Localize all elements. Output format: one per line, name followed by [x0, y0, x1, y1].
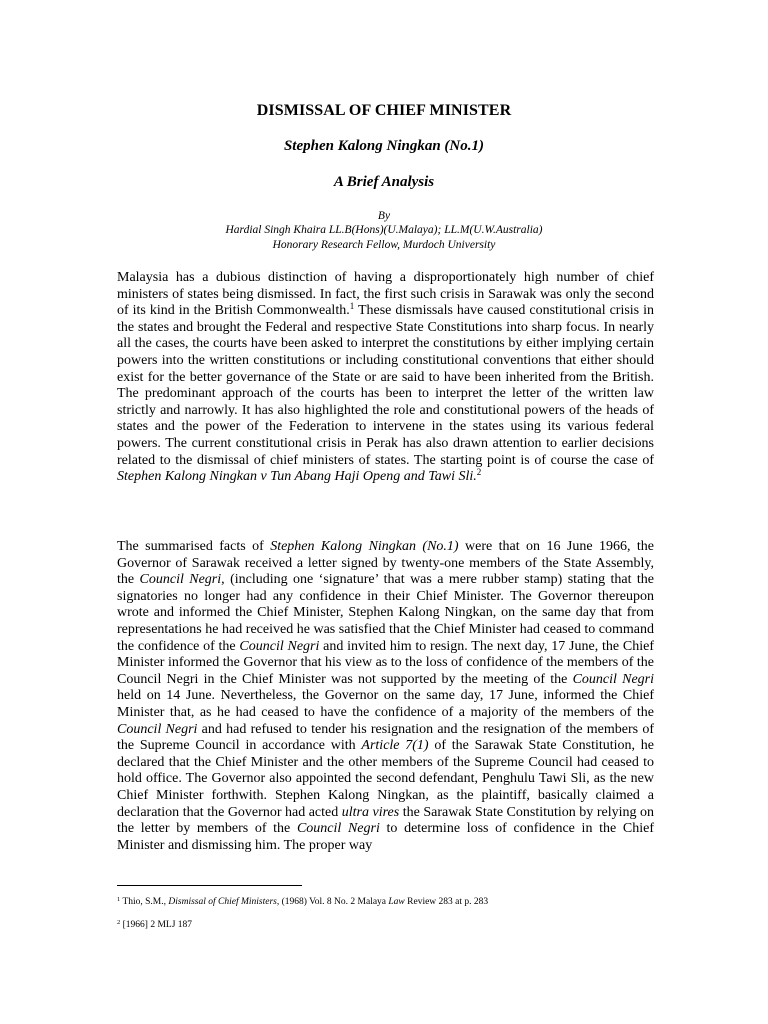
paragraph-text: and had refused to tender his resignation and the resignation of the members of the Supreme Council in accordance with — [117, 721, 654, 754]
analysis-subheading: A Brief Analysis — [333, 174, 435, 190]
paragraph-facts — [117, 539, 654, 854]
paragraph-text: The summarised facts of — [117, 539, 271, 554]
footnote-italic-word: Law — [388, 897, 405, 907]
ultra-vires-term: ultra vires — [341, 804, 400, 820]
article-reference: Article 7(1) — [361, 738, 429, 754]
footnote-ref-2: 2 — [476, 467, 482, 478]
footnote-title: Dismissal of Chief Ministers — [168, 897, 277, 907]
paragraph-text: and invited him to resign. The next day, 17 June, the Chief Minister informed the Governor that his view as to the loss of confidence of the members of the Council Negri in the Chief Minister was not supported by the meeting of the — [117, 638, 654, 687]
paragraph-text: of the Sarawak State Constitution, he declared that the Chief Minister and the other members of the Supreme Council had ceased to hold office. The Governor also appointed the second defendant, Penghulu Tawi Sli, as the new Chief Minister forthwith. Stephen Kalong Ningkan, as the plaintiff, basically claimed a declaration that the Governor had acted — [117, 738, 654, 820]
footnote-2 — [117, 919, 654, 931]
paragraph-text: were that on 16 June 1966, the Governor of Sarawak received a letter signed by twenty-one members of the State Assembly, the — [117, 539, 654, 588]
paragraph-text: to determine loss of confidence in the Chief Minister and dismissing him. The proper way — [117, 821, 654, 853]
footnote-marker: 2 — [117, 919, 121, 926]
paragraph-text: Malaysia has a dubious distinction of having a disproportionately high number of chief ministers of states being dismissed. In fact, the first such crisis in Sarawak was only the second of its kind in the British Commonwealth. — [117, 270, 654, 319]
council-negri-term: Council Negri — [139, 572, 222, 588]
footnote-text: Review 283 at p. 283 — [404, 897, 489, 907]
footnote-text: [1966] 2 MLJ 187 — [120, 920, 193, 930]
paragraph-intro — [117, 270, 654, 486]
footnote-1 — [117, 896, 654, 908]
case-citation: Stephen Kalong Ningkan v Tun Abang Haji Openg and Tawi Sli. — [117, 469, 477, 485]
author-name: Hardial Singh Khaira LL.B(Hons)(U.Malaya); LL.M(U.W.Australia) — [225, 224, 543, 236]
byline-by: By — [377, 210, 391, 222]
footnote-divider — [117, 885, 302, 886]
case-name: Stephen Kalong Ningkan (No.1) — [270, 539, 459, 554]
council-negri-term: Council Negri — [239, 638, 320, 654]
document-title: DISMISSAL OF CHIEF MINISTER — [256, 102, 512, 119]
footnote-marker: 1 — [117, 896, 121, 903]
author-affiliation: Honorary Research Fellow, Murdoch University — [272, 239, 496, 251]
footnote-ref-1: 1 — [349, 301, 355, 312]
paragraph-text: held on 14 June. Nevertheless, the Governor on the same day, 17 June, informed the Chief Minister that, as he had ceased to have the confidence of a majority of the members of the — [117, 688, 654, 720]
paragraph-text: These dismissals have caused constitutional crisis in the states and brought the Federal and respective State Constitutions into sharp focus. In nearly all the cases, the courts have been asked to interpret the constitutions by either implying certain powers into the written constitutions or including constitutional conventions that either should exist for the better governance of the State or are said to have been inherited from the British. The predominant approach of the courts has been to interpret the letter of the written law strictly and narrowly. It has also highlighted the role and constitutional powers of the heads of states and the power of the Federation to intervene in the states using its various federal powers. The current constitutional crisis in Perak has also drawn attention to earlier decisions related to the dismissal of chief ministers of states. The starting point is of course the case of — [117, 303, 654, 468]
footnote-text: , (1968) Vol. 8 No. 2 Malaya — [276, 897, 389, 907]
council-negri-term: Council Negri — [117, 721, 198, 737]
paragraph-text: the Sarawak State Constitution by relying on the letter by members of the — [117, 804, 654, 837]
paragraph-text: , (including one ‘signature’ that was a mere rubber stamp) stating that the signatories no longer had any confidence in their Chief Minister. The Governor thereupon wrote and informed the Chief Minister, Stephen Kalong Ningkan, on the same day that from representations he had received he was satisfied that the Chief Minister had ceased to command the confidence of the — [117, 572, 654, 654]
case-subtitle: Stephen Kalong Ningkan (No.1) — [283, 138, 485, 154]
council-negri-term: Council Negri — [296, 821, 380, 837]
footnote-text: Thio, S.M., — [120, 897, 169, 907]
council-negri-term: Council Negri — [572, 671, 654, 687]
